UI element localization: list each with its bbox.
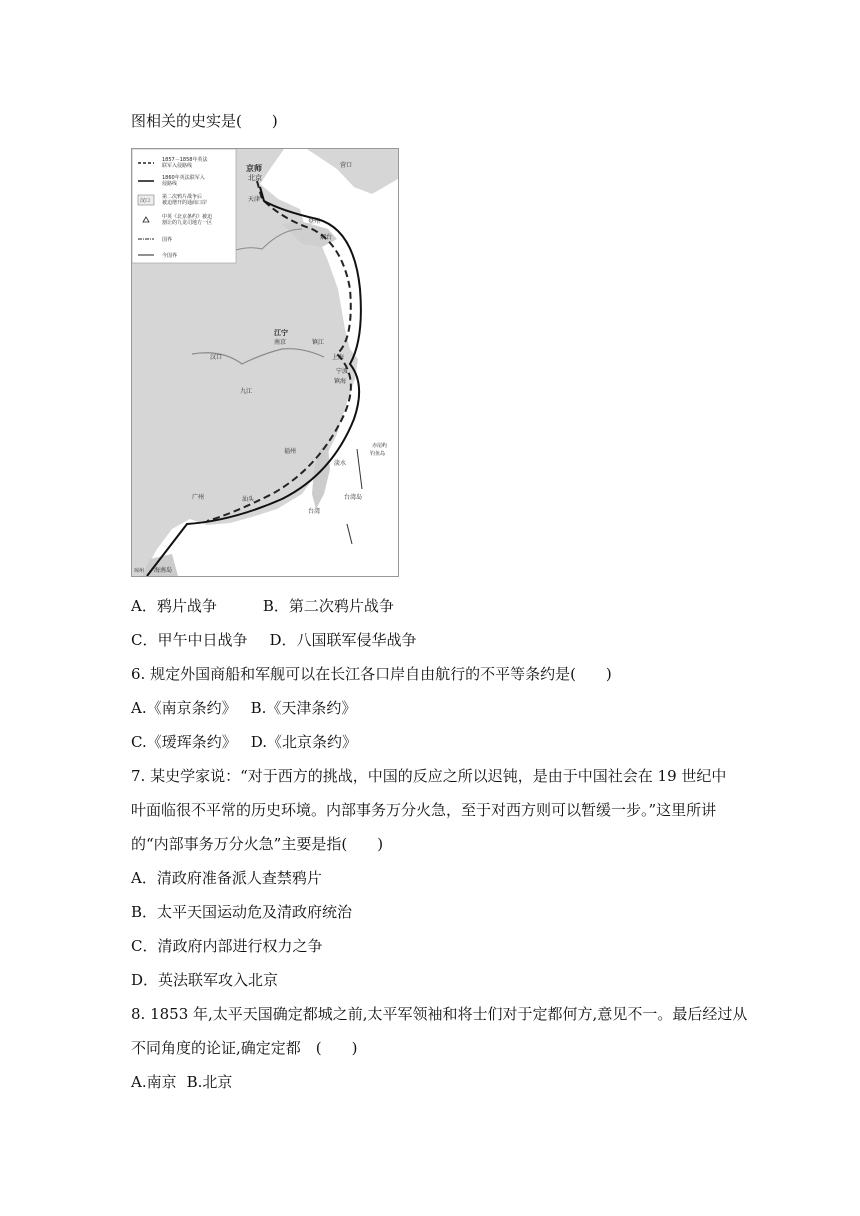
place-dengzhou: 登州 (308, 218, 321, 225)
place-danshui: 淡水 (334, 460, 347, 467)
northeast-land (307, 149, 398, 194)
option-a[interactable]: A．清政府准备派人查禁鸦片 (131, 869, 322, 887)
place-diaoyu: 钓鱼岛 (370, 451, 386, 457)
option-b[interactable]: B.《天津条约》 (250, 699, 357, 717)
place-fuzhou: 福州 (284, 448, 297, 455)
q8-stem-line: 不同角度的论证,确定定都 ( ) (131, 1039, 358, 1057)
place-capital: 京师 (246, 164, 262, 173)
option-d[interactable]: D．英法联军攻入北京 (131, 971, 279, 989)
place-hainan: 海南岛 (154, 567, 173, 574)
option-d[interactable]: D.《北京条约》 (250, 733, 357, 751)
history-route-map (131, 148, 399, 577)
legend-label: 联军入侵路线 (162, 163, 193, 169)
place-yantai: 烟台 (320, 234, 333, 241)
q7-stem-line: 7. 某史学家说：“对于西方的挑战，中国的反应之所以迟钝，是由于中国社会在 19 世纪中 (131, 767, 727, 785)
legend-label: 中英《北京条约》被迫 (162, 214, 213, 220)
place-guangzhou: 广州 (192, 494, 205, 501)
legend-label: 割让的九龙司地方一区 (162, 220, 213, 226)
q6-options-row-1 (131, 698, 356, 718)
option-c[interactable]: C．清政府内部进行权力之争 (131, 937, 323, 955)
option-b[interactable]: B.北京 (186, 1073, 233, 1091)
legend-label: 国界 (162, 237, 173, 243)
place-shanghai: 上海 (332, 354, 345, 361)
question-intro: 图相关的史实是( ) (131, 112, 278, 130)
legend-label: 第二次鸦片战争后 (162, 194, 203, 200)
option-b[interactable]: B．第二次鸦片战争 (262, 597, 394, 615)
legend-label: 1860年英法联军入 (162, 175, 205, 181)
q5-options-row-2 (131, 630, 417, 650)
place-yingkou: 营口 (340, 162, 353, 169)
place-taiwan: 台湾 (308, 508, 321, 515)
q5-options-row-1 (131, 596, 394, 616)
place-chiwei: 赤尾屿 (372, 443, 388, 449)
option-b[interactable]: B．太平天国运动危及清政府统治 (131, 903, 353, 921)
place-ningbo: 宁波 (336, 368, 349, 375)
q8-options-row (131, 1072, 232, 1092)
legend-label: 侵路线 (162, 181, 178, 187)
border-line (347, 524, 352, 544)
legend-label: 被迫增开的通商口岸 (162, 200, 208, 206)
option-a[interactable]: A.《南京条约》 (131, 699, 237, 717)
q6-options-row-2 (131, 732, 357, 752)
q6-stem: 6. 规定外国商船和军舰可以在长江各口岸自由航行的不平等条约是( ) (131, 665, 612, 683)
place-jiujiang: 九江 (240, 388, 253, 395)
option-d[interactable]: D．八国联军侵华战争 (269, 631, 417, 649)
option-a[interactable]: A．鸦片战争 (131, 597, 217, 615)
q7-stem-line: 的“内部事务万分火急”主要是指( ) (131, 835, 384, 853)
place-zhenhai: 镇海 (334, 378, 347, 385)
map-graphic (132, 149, 398, 576)
q7-stem-line: 叶面临很不平常的历史环境。内部事务万分火急，至于对西方则可以暂缓一步。”这里所讲 (131, 801, 717, 819)
legend-port-box-text: 汉口 (140, 198, 151, 204)
legend-label: 1857－1858年英法 (162, 157, 208, 163)
place-zhenjiang: 镇江 (312, 339, 325, 346)
border-line (357, 449, 362, 489)
legend-label: 今国界 (162, 253, 178, 259)
place-taiwan-island: 台湾岛 (344, 494, 363, 501)
option-c[interactable]: C．甲午中日战争 (131, 631, 248, 649)
option-c[interactable]: C.《瑷珲条约》 (131, 733, 237, 751)
place-tianjin: 天津 (248, 196, 261, 203)
q8-stem-line: 8. 1853 年,太平天国确定都城之前,太平军领袖和将士们对于定都何方,意见不一。最后经过从 (131, 1005, 748, 1023)
place-beijing: 北京 (248, 174, 262, 182)
place-jiangning: 江宁 (274, 329, 288, 337)
place-shantou: 汕头 (242, 496, 255, 503)
place-qiongzhou: 琼州 (134, 568, 145, 574)
place-hankou: 汉口 (210, 354, 223, 361)
place-nanjing: 南京 (274, 339, 287, 346)
option-a[interactable]: A.南京 (131, 1073, 177, 1091)
